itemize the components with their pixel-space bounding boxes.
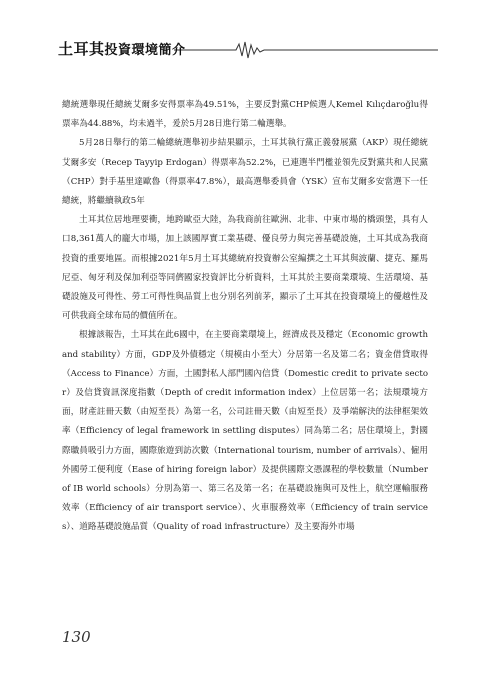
page-number: 130 [62,628,91,646]
paragraph-4: 根據該報告，土耳其在此6國中，在主要商業環境上，經濟成長及穩定（Economic growth and stability）方面，GDP及外債穩定（規模由小至大）分居第一名及第二名；資金借貸取得（Access to Finance）方面，土國對私人部門國內信貸（Domestic credit to private sector）及信貸資訊深度指數（Depth of credit information index）上位居第一名；法規環境方面，財產註冊天數（由短至長）為第一名，公司註冊天數（由短至長）及爭端解決的法律框架效率（Efficiency of legal framework in settling disputes）同為第二名；居住環境上，對國際職員吸引力方面，國際旅遊到訪次數（International tourism, number of arrivals）、僱用外國勞工便利度（Ease of hiring foreign labor）及提供國際文憑課程的學校數量（Number of IB world schools）分別為第一、第三名及第一名；在基礎設施與可及性上，航空運輸服務效率（Efficiency of air transport service）、火車服務效率（Efficiency of train services）、道路基礎設施品質（Quality of road infrastructure）及主要海外市場 [62,330,428,533]
header-title-main: 土耳其 [58,40,105,58]
heartbeat-line-icon [230,42,264,58]
paragraph-3: 土耳其位居地理要衝，地跨歐亞大陸，為我商前往歐洲、北非、中東市場的橋頭堡，具有人口8,361萬人的龐大市場，加上該國厚實工業基礎、優良勞力與完善基礎設施，土耳其成為我商投資的重要地區。而根據2021年5月土耳其總統府投資辦公室編撰之土耳其與波蘭、捷克、羅馬尼亞、匈牙利及保加利亞等同儕國家投資評比分析資料，土耳其於主要商業環境、生活環境、基礎設施及可得性、勞工可得性與品質上也分別名列前茅，顯示了土耳其在投資環境上的優越性及可供我商全球布局的價值所在。 [62,215,428,322]
header-title-sub: 投資環境簡介 [104,43,186,58]
body-text [62,96,428,538]
paragraph-2: 5月28日舉行的第二輪總統選舉初步結果顯示，土耳其執行黨正義發展黨（AKP）現任總統艾爾多安（Recep Tayyip Erdogan）得票率為52.2%，已連選半門檻並領先反對黨共和人民黨（CHP）對手基里達歐魯（得票率47.8%），最高選舉委員會（YSK）宣布艾爾多安當選下一任總統，將繼續執政5年 [62,138,428,207]
header-title [58,38,186,59]
running-header [58,36,438,60]
paragraph-1: 總統選舉現任總統艾爾多安得票率為49.51%，主要反對黨CHP候選人Kemel Kılıçdaroğlu得票率為44.88%，均未過半，爰於5月28日進行第二輪選舉。 [62,100,428,130]
